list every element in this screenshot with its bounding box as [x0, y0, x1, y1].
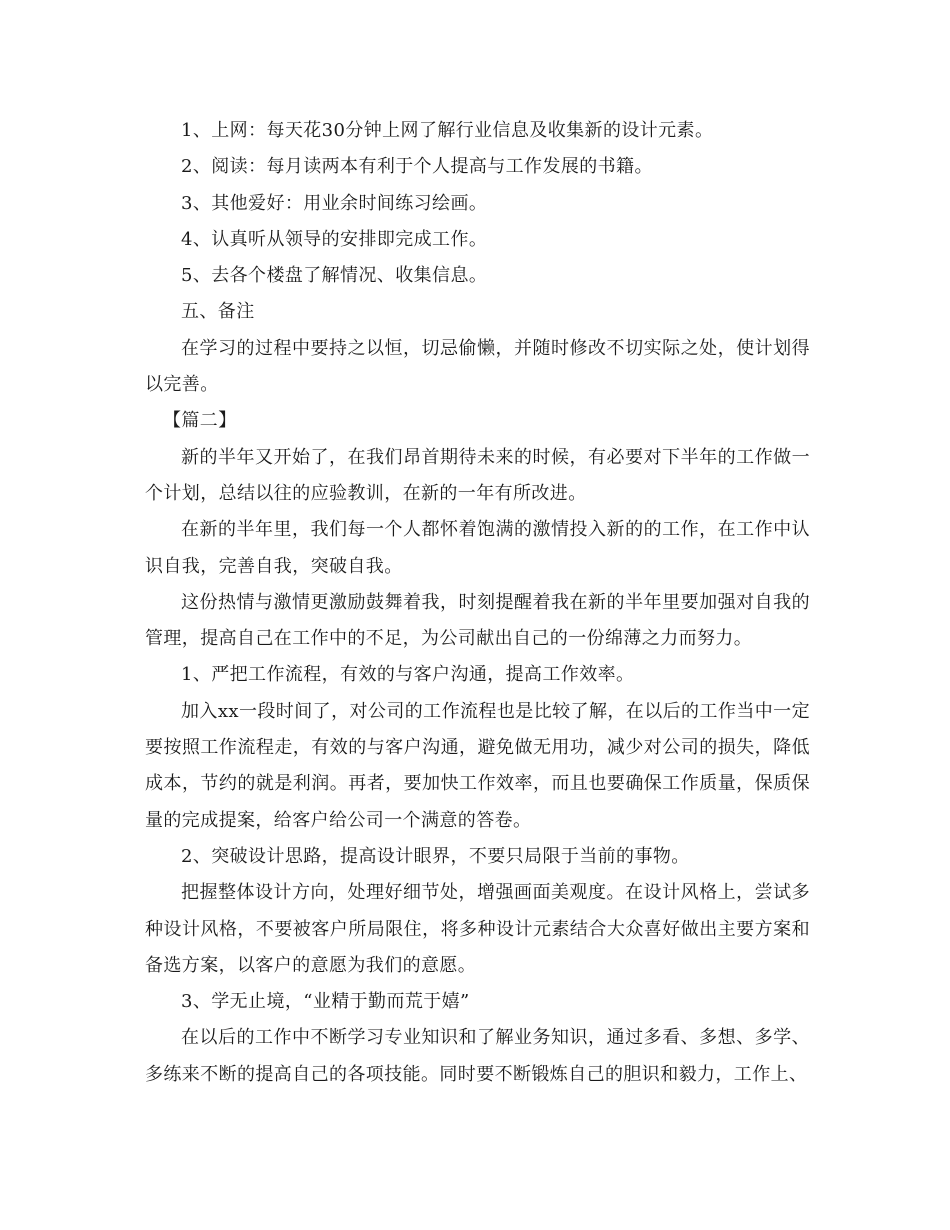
list-item-reading: 2、阅读：每月读两本有利于个人提高与工作发展的书籍。: [181, 156, 653, 178]
point-heading-learning: 3、学无止境，“业精于勤而荒于嬉”: [181, 991, 470, 1013]
list-item-follow-leadership: 4、认真听从领导的安排即完成工作。: [181, 228, 488, 250]
list-item-hobbies: 3、其他爱好：用业余时间练习绘画。: [181, 192, 488, 214]
point-heading-design: 2、突破设计思路，提高设计眼界，不要只局限于当前的事物。: [181, 845, 690, 867]
list-item-site-visits: 5、去各个楼盘了解情况、收集信息。: [181, 265, 488, 287]
paragraph-notes: 在学习的过程中要持之以恒，切忌偷懒，并随时修改不切实际之处，使计划得以完善。: [145, 337, 810, 396]
list-item-internet: 1、上网：每天花30分钟上网了解行业信息及收集新的设计元素。: [181, 120, 714, 141]
section-heading-part-two: 【篇二】: [163, 410, 237, 432]
paragraph-learning: 在以后的工作中不断学习专业知识和了解业务知识，通过多看、多想、多学、多练来不断的提高自己的各项技能。同时要不断锻炼自己的胆识和毅力，工作上、: [145, 1027, 810, 1085]
section-heading-notes: 五、备注: [181, 301, 255, 323]
paragraph-design: 把握整体设计方向，处理好细节处，增强画面美观度。在设计风格上，尝试多种设计风格，不要被客户所局限住，将多种设计元素结合大众喜好做出主要方案和备选方案，以客户的意愿为我们的意愿。: [145, 882, 810, 976]
document-body: [145, 113, 810, 1093]
point-heading-workflow: 1、严把工作流程，有效的与客户沟通，提高工作效率。: [181, 664, 635, 686]
paragraph-workflow: 加入xx一段时间了，对公司的工作流程也是比较了解，在以后的工作当中一定要按照工作流程走，有效的与客户沟通，避免做无用功，减少对公司的损失，降低成本，节约的就是利润。再者，要加快工作效率，而且也要确保工作质量，保质保量的完成提案，给客户给公司一个满意的答卷。: [145, 700, 810, 831]
paragraph-passion: 这份热情与激情更激励鼓舞着我，时刻提醒着我在新的半年里要加强对自我的管理，提高自己在工作中的不足，为公司献出自己的一份绵薄之力而努力。: [145, 591, 810, 650]
paragraph-intro: 新的半年又开始了，在我们昂首期待未来的时候，有必要对下半年的工作做一个计划，总结以往的应验教训，在新的一年有所改进。: [145, 446, 810, 504]
paragraph-new-half-year: 在新的半年里，我们每一个人都怀着饱满的激情投入新的的工作，在工作中认识自我，完善自我，突破自我。: [145, 519, 810, 577]
